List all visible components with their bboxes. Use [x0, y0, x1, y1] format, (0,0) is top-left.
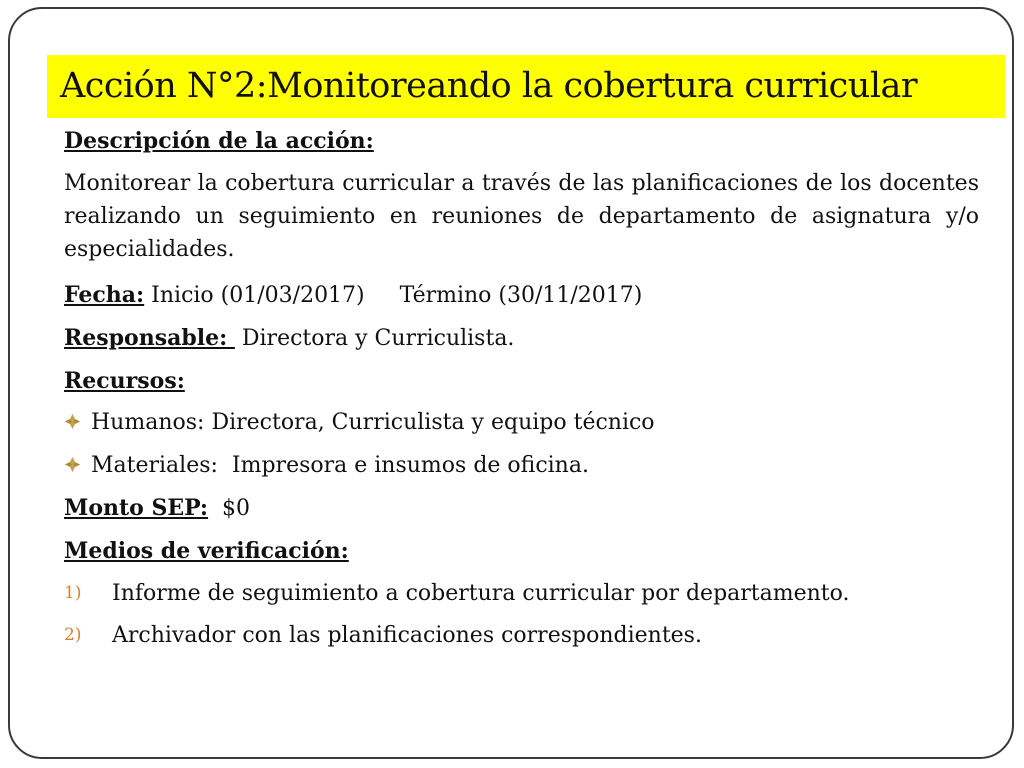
recursos-label: Recursos:	[64, 368, 185, 394]
fecha-label: Fecha:	[64, 282, 145, 308]
medios-label: Medios de verificación:	[64, 538, 349, 564]
recursos-item	[64, 408, 655, 438]
recursos-heading	[64, 366, 185, 397]
recursos-item-text: Humanos: Directora, Curriculista y equipo técnico	[91, 410, 655, 435]
description-label: Descripción de la acción:	[64, 128, 374, 154]
description-heading	[64, 126, 374, 157]
monto-line	[64, 493, 250, 524]
medios-item-text: Informe de seguimiento a cobertura curricular por departamento.	[112, 581, 850, 606]
medios-item-text: Archivador con las planificaciones correspondientes.	[112, 623, 702, 648]
responsable-label: Responsable:	[64, 325, 235, 351]
slide-title: Acción N°2:Monitoreando la cobertura curricular	[60, 66, 918, 106]
fecha-line	[64, 280, 642, 311]
medios-heading	[64, 536, 349, 567]
medios-item	[64, 621, 702, 651]
recursos-item-text: Materiales: Impresora e insumos de oficina.	[91, 453, 589, 478]
list-number: 1)	[64, 583, 82, 603]
monto-value: $0	[208, 496, 251, 521]
medios-item	[64, 579, 850, 609]
responsable-line	[64, 323, 514, 354]
diamond-bullet-icon	[64, 413, 81, 430]
diamond-bullet-icon	[64, 456, 81, 473]
responsable-value: Directora y Curriculista.	[234, 326, 515, 351]
description-text: Monitorear la cobertura curricular a través de las planificaciones de los docentes realizando un seguimiento en reuniones de departamento de asignatura y/o especialidades.	[64, 171, 979, 262]
recursos-item	[64, 451, 589, 481]
list-number: 2)	[64, 625, 82, 645]
fecha-value: Inicio (01/03/2017) Término (30/11/2017)	[144, 283, 643, 308]
monto-label: Monto SEP:	[64, 495, 209, 521]
